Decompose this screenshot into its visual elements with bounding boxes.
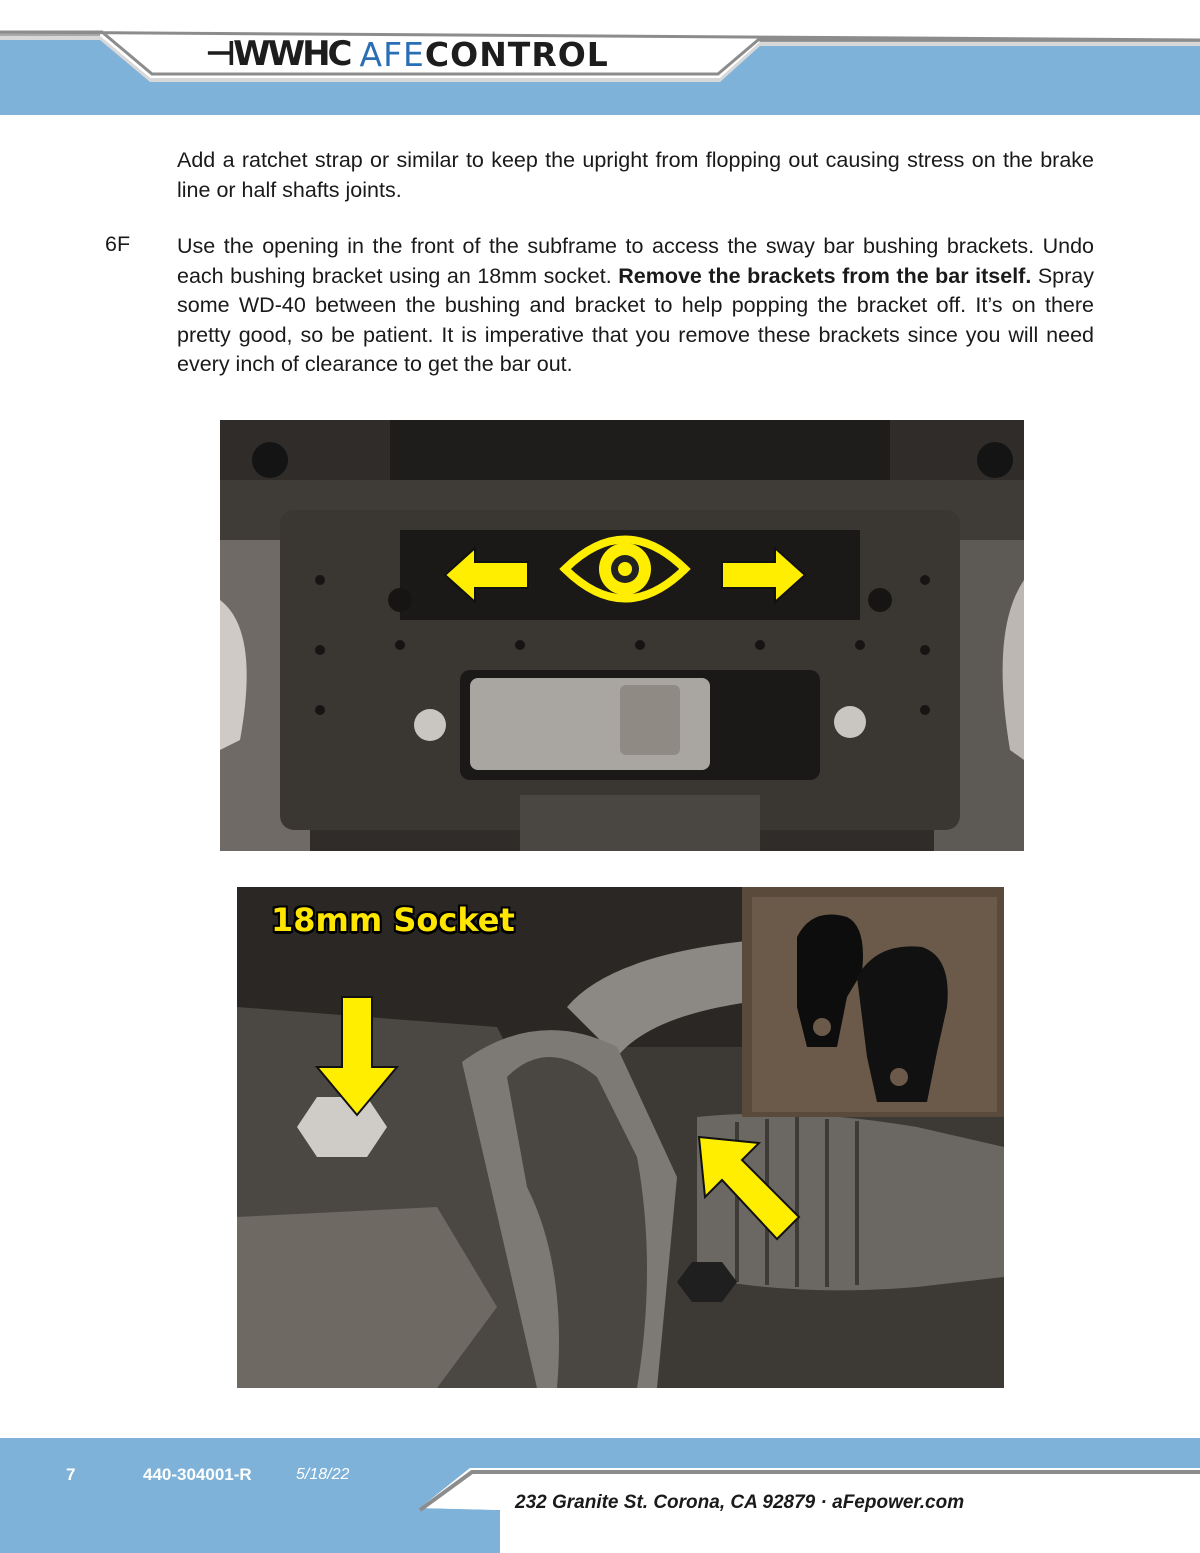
step-text-part-1: Use the opening in the front of the subframe to access the sway bar bushing brackets. Undo each bushing bracket using an 18mm socket. [177, 234, 1094, 288]
bracket-photo [237, 887, 1004, 1388]
step-paragraph [177, 232, 1094, 380]
subframe-photo [220, 420, 1024, 851]
step-number: 6F [105, 232, 131, 256]
socket-callout: 18mm Socket [271, 901, 515, 939]
page-number: 7 [66, 1465, 76, 1484]
brand-logo [205, 34, 609, 74]
logo-mark: ⊣WWHC [205, 34, 350, 74]
subframe-illustration [220, 420, 1024, 851]
step-text-part-2: Spray some WD-40 between the bushing and bracket to help popping the bracket off. It’s on there pretty good, so be patient. It is imperative that you remove these brackets since you will need every inch of clearance to get the bar out. [177, 263, 1094, 376]
bracket-illustration [237, 887, 1004, 1388]
brand-name: CONTROL [424, 34, 609, 74]
brand-prefix: AFE [359, 34, 425, 74]
part-number: 440-304001-R [143, 1465, 252, 1484]
doc-date: 5/18/22 [296, 1466, 350, 1483]
step-text-bold: Remove the brackets from the bar itself. [618, 263, 1032, 288]
company-address: 232 Granite St. Corona, CA 92879 · aFepower.com [515, 1492, 965, 1513]
intro-paragraph: Add a ratchet strap or similar to keep the upright from flopping out causing stress on the brake line or half shafts joints. [177, 148, 1094, 202]
